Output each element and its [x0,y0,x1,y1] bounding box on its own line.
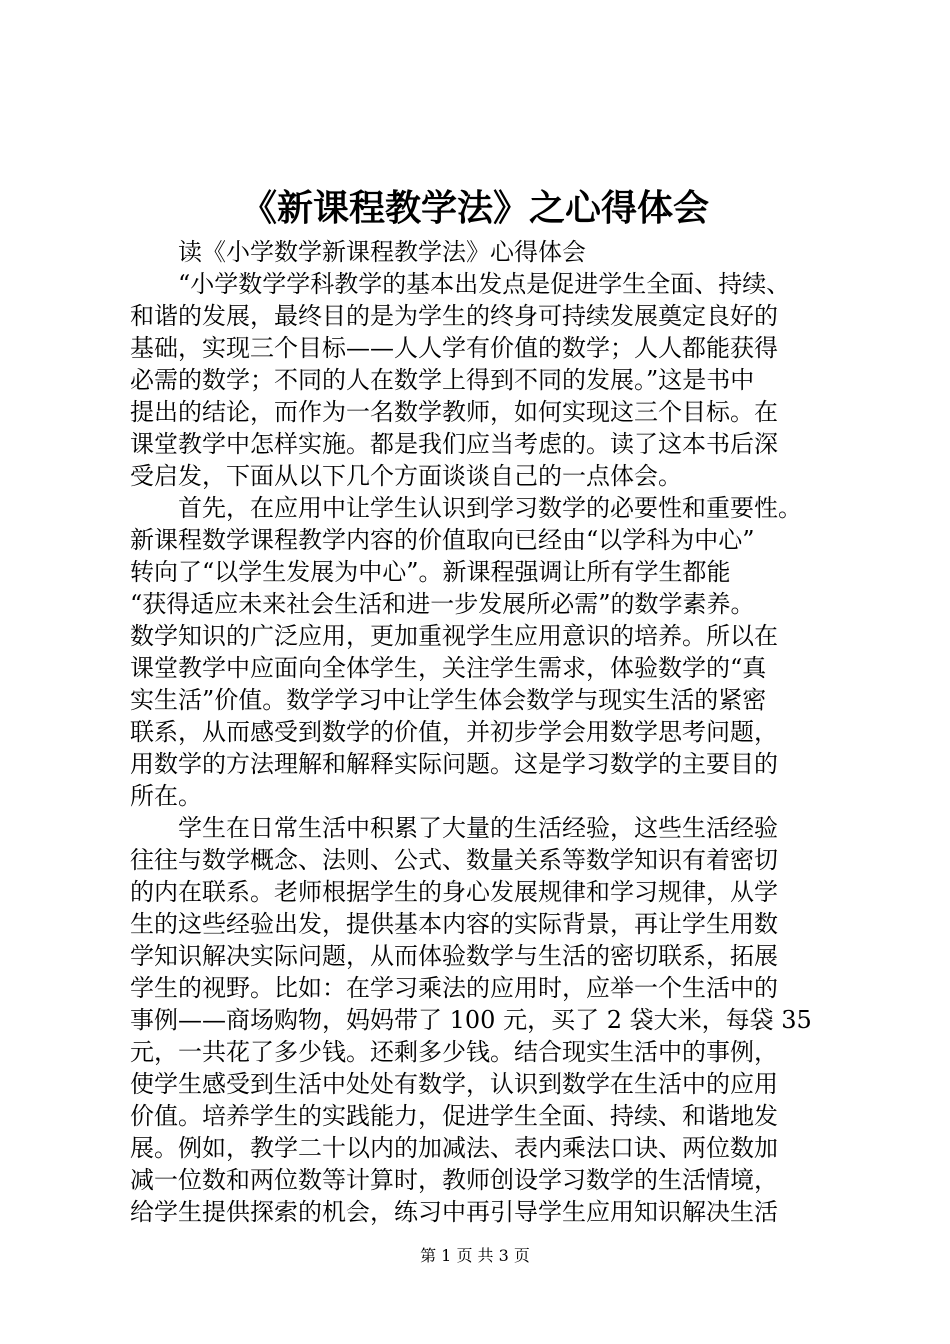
body-line: 联系，从而感受到数学的价值，并初步学会用数学思考问题， [130,718,778,746]
document-title: 《新课程教学法》之心得体会 [240,187,709,229]
body-line: 减一位数和两位数等计算时，教师创设学习数学的生活情境， [130,1166,778,1194]
body-line: 课堂教学中应面向全体学生，关注学生需求，体验数学的“真 [130,654,767,682]
body-line: 给学生提供探索的机会，练习中再引导学生应用知识解决生活 [130,1198,778,1226]
body-line: 和谐的发展，最终目的是为学生的终身可持续发展奠定良好的 [130,302,778,330]
body-line: 读《小学数学新课程教学法》心得体会 [130,238,586,266]
body-line: 元，一共花了多少钱。还剩多少钱。结合现实生活中的事例， [130,1038,778,1066]
body-line: 学生在日常生活中积累了大量的生活经验，这些生活经验 [130,814,778,842]
body-line: 学知识解决实际问题，从而体验数学与生活的密切联系，拓展 [130,942,778,970]
body-line: 提出的结论，而作为一名数学教师，如何实现这三个目标。在 [130,398,778,426]
body-line: 实生活”价值。数学学习中让学生体会数学与现实生活的紧密 [130,686,767,714]
body-line: “小学数学学科教学的基本出发点是促进学生全面、持续、 [130,270,791,298]
body-line: 课堂教学中怎样实施。都是我们应当考虑的。读了这本书后深 [130,430,778,458]
page-footer: 第 1 页 共 3 页 [420,1246,530,1265]
body-line: 数学知识的广泛应用，更加重视学生应用意识的培养。所以在 [130,622,778,650]
body-line: 用数学的方法理解和解释实际问题。这是学习数学的主要目的 [130,750,778,778]
body-line: 新课程数学课程教学内容的价值取向已经由“以学科为中心” [130,526,755,554]
body-line: 生的这些经验出发，提供基本内容的实际背景，再让学生用数 [130,910,778,938]
body-line: 展。例如，教学二十以内的加减法、表内乘法口诀、两位数加 [130,1134,778,1162]
body-line: 受启发，下面从以下几个方面谈谈自己的一点体会。 [130,462,682,490]
body-line: “获得适应未来社会生活和进一步发展所必需”的数学素养。 [130,590,755,618]
body-line: 价值。培养学生的实践能力，促进学生全面、持续、和谐地发 [130,1102,778,1130]
body-line: 基础，实现三个目标——人人学有价值的数学；人人都能获得 [130,334,778,362]
body-line: 首先，在应用中让学生认识到学习数学的必要性和重要性。 [130,494,802,522]
body-line: 事例——商场购物，妈妈带了 100 元，买了 2 袋大米，每袋 35 [130,1006,812,1034]
body-line: 学生的视野。比如：在学习乘法的应用时，应举一个生活中的 [130,974,778,1002]
body-line: 必需的数学；不同的人在数学上得到不同的发展。”这是书中 [130,366,755,394]
document-body [130,236,836,1228]
body-line: 转向了“以学生发展为中心”。新课程强调让所有学生都能 [130,558,731,586]
body-line: 使学生感受到生活中处处有数学，认识到数学在生活中的应用 [130,1070,778,1098]
body-line: 的内在联系。老师根据学生的身心发展规律和学习规律，从学 [130,878,778,906]
body-line: 所在。 [130,782,202,810]
body-line: 往往与数学概念、法则、公式、数量关系等数学知识有着密切 [130,846,778,874]
